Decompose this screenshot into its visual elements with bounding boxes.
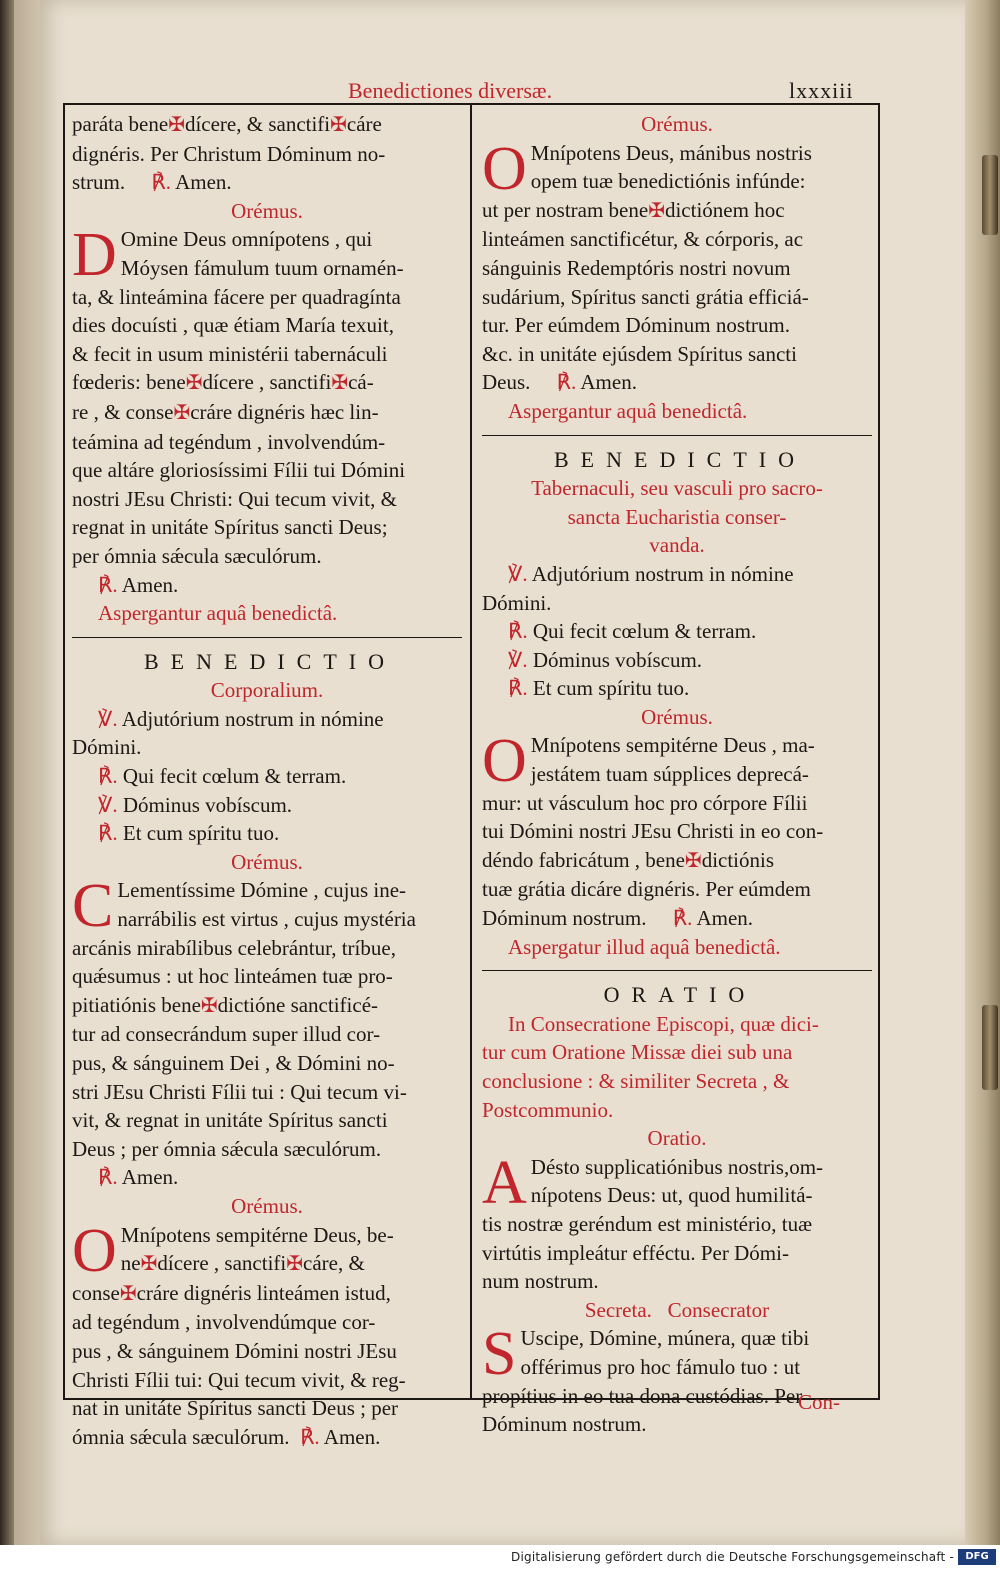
text-line: Mnípotens Deus, mánibus nostris (530, 140, 812, 165)
text-line: ut per nostram bene✠dictiónem hoc (482, 197, 785, 222)
text-line: Móysen fámulum tuum ornamén- (120, 255, 404, 280)
text-line: paráta bene✠dícere, & sanctifi✠cáre (72, 112, 382, 136)
cross-icon: ✠ (330, 114, 347, 136)
text-line: narrábilis est virtus , cujus mystéria (117, 907, 416, 932)
section-rule (72, 637, 462, 638)
book-clasp-bottom (982, 1005, 998, 1090)
text-line: virtútis impleátur efféctu. Per Dómi- (482, 1240, 789, 1265)
text-line: propítius in eo tua dona custódias. Per (482, 1383, 803, 1408)
left-column (72, 110, 462, 1451)
text-line: Désto supplicatiónibus nostris,om- (530, 1154, 824, 1179)
prayer-block (482, 1320, 872, 1438)
section-subheading: In Consecratione Episcopi, quæ dici- (508, 1011, 819, 1036)
section-rule (482, 970, 872, 971)
amen-line: ℟. Amen. (98, 1165, 179, 1190)
cross-icon: ✠ (140, 1253, 158, 1276)
response-symbol: ℟. (98, 821, 118, 846)
section-subheading: conclusione : & similiter Secreta , & (482, 1069, 790, 1093)
text-line: ómnia sǽcula sæculórum. ℟. Amen. (72, 1424, 381, 1449)
section-heading: BENEDICTIO (554, 446, 806, 472)
text-line: Christi Fílii tui: Qui tecum vivit, & reg- (72, 1367, 406, 1392)
section-subheading: tur cum Oratione Missæ diei sub una (482, 1040, 793, 1065)
text-line: arcánis mirabílibus celebrántur, tríbue, (72, 935, 396, 960)
versicle-line: ℣. Dóminus vobíscum. (508, 647, 703, 672)
oratio-label: Oratio. (647, 1126, 707, 1151)
prayer-block (72, 221, 462, 570)
text-line: pus , & sánguinem Dómini nostri JEsu (72, 1338, 397, 1363)
text-line: tuæ grátia dicáre dignéris. Per eúmdem (482, 877, 811, 902)
text-line: mur: ut vásculum hoc pro córpore Fílii (482, 790, 808, 815)
text-line: re , & conse✠cráre dignéris hæc lin- (72, 399, 379, 424)
text-line: stri JEsu Christi Fílii tui : Qui tecum vi- (72, 1079, 407, 1104)
cross-icon: ✠ (173, 401, 191, 424)
drop-cap: O (72, 1216, 117, 1285)
response-line: ℟. Et cum spíritu tuo. (98, 821, 280, 846)
rubric: Aspergantur aquâ benedictâ. (98, 601, 338, 626)
text-line: Dóminum nostrum. (482, 1412, 647, 1437)
section-heading: BENEDICTIO (144, 648, 396, 674)
text-line: tur. Per eúmdem Dóminum nostrum. (482, 313, 790, 338)
prayer-block (72, 1216, 462, 1452)
section-subheading: Corporalium. (210, 678, 324, 703)
digitization-footer (0, 1545, 1000, 1571)
text-line: strum. ℟. Amen. (72, 170, 232, 195)
drop-cap: D (72, 221, 117, 290)
book-clasp-top (982, 155, 998, 235)
text-line: Uscipe, Dómine, múnera, quæ tibi (520, 1326, 810, 1351)
cross-icon: ✠ (286, 1253, 303, 1276)
response-symbol: ℟. (98, 1165, 118, 1190)
versicle-symbol: ℣. (508, 647, 528, 672)
running-head-title: Benedictiones diversæ. (348, 78, 553, 103)
text-line: dies docuísti , quæ étiam María texuit, (72, 313, 394, 338)
text-line: nostri JEsu Christi: Qui tecum vivit, & (72, 486, 397, 511)
response-symbol: ℟. (98, 764, 118, 789)
cross-icon: ✠ (648, 199, 665, 222)
text-line: dignéris. Per Christum Dóminum no- (72, 141, 386, 166)
response-line: ℟. Qui fecit cœlum & terram. (98, 764, 347, 789)
text-line: nípotens Deus: ut, quod humilitá- (530, 1183, 813, 1208)
response-symbol: ℟. (556, 370, 577, 395)
drop-cap: O (482, 727, 527, 796)
cross-icon: ✠ (168, 114, 185, 136)
cross-icon: ✠ (185, 372, 203, 395)
text-line: offérimus pro hoc fámulo tuo : ut (520, 1354, 801, 1379)
versicle-symbol: ℣. (98, 792, 118, 817)
section-subheading: sancta Eucharistia conser- (567, 504, 787, 529)
text-line: Mnípotens sempitérne Deus, be- (120, 1222, 394, 1247)
text-line: per ómnia sǽcula sæculórum. (72, 543, 322, 568)
text-line: Lementíssime Dómine , cujus ine- (117, 878, 407, 903)
catchword: Con- (798, 1390, 840, 1414)
text-line: conse✠cráre dignéris linteámen istud, (72, 1280, 391, 1305)
text-line: & fecit in usum ministérii tabernáculi (72, 341, 388, 366)
text-line: num nostrum. (482, 1269, 599, 1294)
drop-cap: S (482, 1320, 517, 1389)
text-line: ta, & linteámina fácere per quadragínta (72, 284, 401, 309)
drop-cap: A (482, 1148, 527, 1217)
amen-line: ℟. Amen. (98, 572, 179, 597)
text-line: Dómini. (72, 735, 142, 760)
text-line: pus, & sánguinem Dei , & Dómini no- (72, 1051, 395, 1075)
prayer-block (482, 1148, 872, 1296)
section-subheading: vanda. (649, 533, 705, 558)
text-line: linteámen sanctificétur, & córporis, ac (482, 227, 804, 252)
text-line: opem tuæ benedictiónis infúnde: (530, 169, 806, 194)
text-line: sánguinis Redemptóris nostri novum (482, 255, 791, 280)
text-line: Omine Deus omnípotens , qui (120, 227, 373, 252)
section-subheading: Tabernaculi, seu vasculi pro sacro- (531, 476, 823, 501)
text-line: que altáre gloriosíssimi Fílii tui Dómini (72, 458, 406, 483)
column-divider (470, 103, 472, 1398)
text-line: quǽsumus : ut hoc linteámen tuæ pro- (72, 964, 393, 989)
drop-cap: C (72, 872, 114, 941)
oremus-heading: Orémus. (231, 1193, 303, 1218)
text-line: pitiatiónis bene✠dictióne sanctificé- (72, 992, 379, 1017)
versicle-symbol: ℣. (508, 561, 528, 586)
section-rule (482, 435, 872, 436)
drop-cap: O (482, 134, 527, 203)
oremus-heading: Orémus. (231, 198, 303, 223)
text-line: tis nostræ geréndum est ministério, tuæ (482, 1211, 813, 1236)
text-line: ne✠dícere , sanctifi✠cáre, & (120, 1251, 365, 1276)
text-line: &c. in unitáte ejúsdem Spíritus sancti (482, 341, 797, 366)
cross-icon: ✠ (684, 849, 702, 872)
text-line: Dómini. (482, 590, 552, 615)
prayer-block (482, 134, 872, 397)
cross-icon: ✠ (119, 1282, 137, 1305)
text-line: ad tegéndum , involvendúmque cor- (72, 1310, 376, 1335)
oremus-heading: Orémus. (641, 704, 713, 729)
section-heading: ORATIO (603, 982, 757, 1008)
cross-icon: ✠ (331, 372, 349, 395)
response-symbol: ℟. (98, 572, 118, 597)
text-line: tur ad consecrándum super illud cor- (72, 1022, 381, 1047)
versicle-line: ℣. Adjutórium nostrum in nómine (508, 561, 794, 586)
versicle-symbol: ℣. (98, 706, 118, 731)
response-symbol: ℟. (300, 1424, 320, 1449)
prayer-block (72, 872, 462, 1163)
text-line: Mnípotens sempitérne Deus , ma- (530, 733, 815, 758)
text-line: fœderis: bene✠dícere , sanctifi✠cá- (72, 370, 374, 395)
secreta-label: Secreta. Consecrator (584, 1297, 770, 1322)
text-line: Deus. ℟. Amen. (482, 370, 637, 395)
section-subheading: Postcommunio. (482, 1097, 614, 1122)
text-line: Dóminum nostrum. ℟. Amen. (482, 906, 754, 931)
dfg-logo: DFG (958, 1549, 996, 1565)
text-line: teámina ad tegéndum , involvendúm- (72, 429, 386, 454)
response-symbol: ℟. (672, 906, 693, 931)
rubric: Aspergatur illud aquâ benedictâ. (508, 934, 781, 959)
versicle-line: ℣. Dóminus vobíscum. (98, 792, 293, 817)
response-symbol: ℟. (151, 170, 171, 195)
prayer-block (482, 727, 872, 932)
versicle-line: ℣. Adjutórium nostrum in nómine (98, 706, 384, 731)
response-line: ℟. Qui fecit cœlum & terram. (508, 619, 757, 644)
text-line: tui Dómini nostri JEsu Christi in eo con- (482, 819, 824, 844)
response-symbol: ℟. (508, 676, 528, 701)
text-line: sudárium, Spíritus sancti grátia efficiá- (482, 284, 809, 309)
text-line: vit, & regnat in unitáte Spíritus sancti (72, 1108, 388, 1133)
page-number: lxxxiii (789, 78, 854, 103)
oremus-heading: Orémus. (641, 112, 713, 136)
text-line: regnat in unitáte Spíritus sancti Deus; (72, 515, 388, 540)
text-line: jestátem tuam súpplices deprecá- (530, 762, 809, 787)
text-line: déndo fabricátum , bene✠dictiónis (482, 847, 775, 872)
response-line: ℟. Et cum spíritu tuo. (508, 676, 690, 701)
right-column (482, 110, 872, 1439)
rubric: Aspergantur aquâ benedictâ. (508, 398, 748, 423)
response-symbol: ℟. (508, 619, 528, 644)
oremus-heading: Orémus. (231, 849, 303, 874)
cross-icon: ✠ (200, 994, 218, 1017)
text-line: nat in unitáte Spíritus sancti Deus ; per (72, 1396, 399, 1421)
footer-credit: Digitalisierung gefördert durch die Deutsche Forschungsgemeinschaft - (511, 1550, 954, 1564)
text-line: Deus ; per ómnia sǽcula sæculórum. (72, 1136, 382, 1161)
